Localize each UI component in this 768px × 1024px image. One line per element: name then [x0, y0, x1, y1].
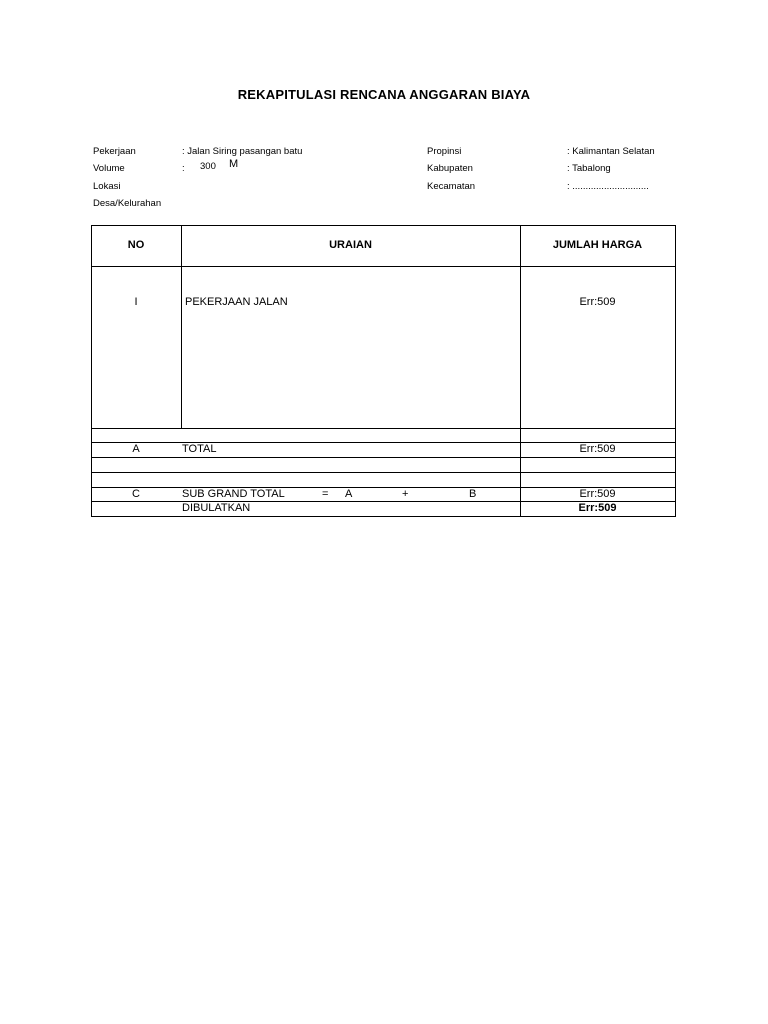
lokasi-label: Lokasi: [93, 181, 121, 192]
item-uraian: PEKERJAAN JALAN: [185, 296, 288, 308]
table-border-left: [91, 225, 92, 517]
volume-unit: M: [229, 158, 239, 170]
table-header-bottom: [91, 266, 676, 267]
table-divider-no: [181, 225, 182, 428]
volume-label: Volume: [93, 163, 125, 174]
total-label: TOTAL: [182, 443, 217, 455]
sub-grand-jumlah: Err:509: [579, 488, 616, 500]
pekerjaan-label: Pekerjaan: [93, 146, 136, 157]
propinsi-label: Propinsi: [427, 146, 462, 157]
table-item-bottom: [91, 428, 676, 429]
document-title: REKAPITULASI RENCANA ANGGARAN BIAYA: [237, 87, 531, 102]
table-border-bottom: [91, 516, 676, 517]
kecamatan-label: Kecamatan: [427, 181, 476, 192]
item-jumlah: Err:509: [579, 296, 616, 308]
kabupaten-value: : Tabalong: [567, 163, 611, 174]
sub-grand-equals: =: [322, 488, 329, 500]
kecamatan-value: : .............................: [567, 181, 649, 192]
volume-colon: :: [182, 163, 185, 174]
kabupaten-label: Kabupaten: [427, 163, 473, 174]
table-border-top: [91, 225, 676, 226]
volume-value: 300: [200, 161, 216, 172]
sub-grand-no: C: [132, 488, 140, 500]
table-row-line: [91, 472, 676, 473]
rounded-label: DIBULATKAN: [182, 502, 251, 514]
header-jumlah-harga: JUMLAH HARGA: [552, 239, 643, 251]
item-no: I: [134, 296, 138, 308]
header-no: NO: [127, 239, 145, 251]
table-row-line: [91, 457, 676, 458]
rounded-jumlah: Err:509: [578, 502, 617, 514]
total-no: A: [132, 443, 140, 455]
propinsi-value: : Kalimantan Selatan: [567, 146, 655, 157]
table-divider-jumlah: [520, 225, 521, 517]
pekerjaan-value: : Jalan Siring pasangan batu: [182, 146, 303, 157]
header-uraian: URAIAN: [329, 239, 372, 251]
sub-grand-plus: +: [402, 488, 409, 500]
sub-grand-a: A: [345, 488, 353, 500]
sub-grand-b: B: [469, 488, 477, 500]
desa-label: Desa/Kelurahan: [93, 198, 162, 209]
table-border-right: [675, 225, 676, 517]
total-jumlah: Err:509: [579, 443, 616, 455]
sub-grand-label: SUB GRAND TOTAL: [182, 488, 285, 500]
